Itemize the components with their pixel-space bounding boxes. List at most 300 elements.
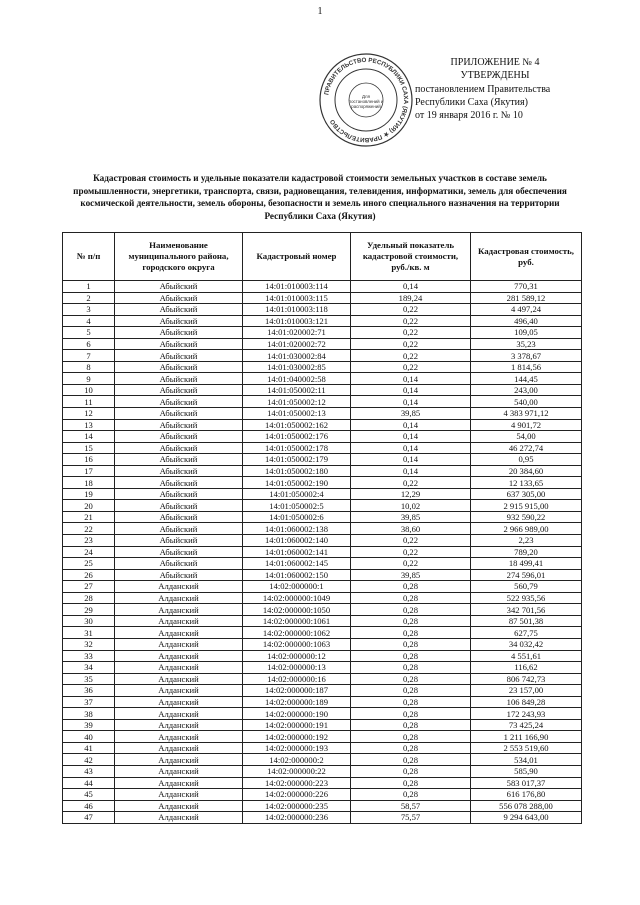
table-row: [63, 408, 582, 420]
cell-row-number: 30: [63, 615, 115, 627]
cell-unit-value: 0,28: [351, 615, 471, 627]
table-row: [63, 627, 582, 639]
cell-unit-value: 0,28: [351, 581, 471, 593]
cell-cadastral-value: 2 915 915,00: [471, 500, 582, 512]
cell-row-number: 40: [63, 731, 115, 743]
cell-cadastral-number: 14:01:050002:190: [243, 477, 351, 489]
cell-row-number: 16: [63, 454, 115, 466]
cell-cadastral-number: 14:01:050002:162: [243, 419, 351, 431]
cell-district: Алданский: [115, 742, 243, 754]
cell-cadastral-number: 14:01:010003:115: [243, 292, 351, 304]
cell-unit-value: 12,29: [351, 488, 471, 500]
cell-cadastral-value: 18 499,41: [471, 558, 582, 570]
table-row: [63, 719, 582, 731]
cell-unit-value: 0,22: [351, 350, 471, 362]
cell-row-number: 22: [63, 523, 115, 535]
cell-row-number: 18: [63, 477, 115, 489]
cell-cadastral-number: 14:02:000000:22: [243, 765, 351, 777]
cell-row-number: 29: [63, 604, 115, 616]
cell-cadastral-value: 342 701,56: [471, 604, 582, 616]
cell-cadastral-value: 616 176,80: [471, 789, 582, 801]
table-row: [63, 488, 582, 500]
table-row: [63, 442, 582, 454]
table-row: [63, 742, 582, 754]
cell-unit-value: 10,02: [351, 500, 471, 512]
cell-cadastral-value: 23 157,00: [471, 685, 582, 697]
header-row-number: № п/п: [63, 233, 115, 281]
table-row: [63, 523, 582, 535]
cell-cadastral-number: 14:01:060002:145: [243, 558, 351, 570]
cell-district: Абыйский: [115, 535, 243, 547]
cell-row-number: 36: [63, 685, 115, 697]
cell-district: Алданский: [115, 581, 243, 593]
cell-row-number: 9: [63, 373, 115, 385]
cell-district: Алданский: [115, 615, 243, 627]
cell-cadastral-number: 14:02:000000:1049: [243, 592, 351, 604]
svg-text:ПРАВИТЕЛЬСТВО РЕСПУБЛИКИ САХА: ПРАВИТЕЛЬСТВО РЕСПУБЛИКИ САХА (ЯКУТИЯ) ★ ПРАВИТЕЛЬСТВО: [323, 56, 410, 144]
cell-district: Абыйский: [115, 350, 243, 362]
table-row: [63, 350, 582, 362]
table-row: [63, 685, 582, 697]
table-row: [63, 592, 582, 604]
cell-district: Абыйский: [115, 373, 243, 385]
cell-cadastral-value: 274 596,01: [471, 569, 582, 581]
cell-cadastral-number: 14:01:050002:178: [243, 442, 351, 454]
cell-cadastral-value: 172 243,93: [471, 708, 582, 720]
approval-details: [415, 83, 585, 122]
cell-district: Абыйский: [115, 523, 243, 535]
cell-district: Абыйский: [115, 569, 243, 581]
cell-unit-value: 39,85: [351, 511, 471, 523]
table-header-row: [63, 233, 582, 281]
cell-row-number: 21: [63, 511, 115, 523]
cell-row-number: 11: [63, 396, 115, 408]
cell-district: Абыйский: [115, 396, 243, 408]
cell-unit-value: 0,14: [351, 384, 471, 396]
cell-cadastral-value: 54,00: [471, 431, 582, 443]
cell-row-number: 13: [63, 419, 115, 431]
cell-unit-value: 0,22: [351, 546, 471, 558]
table-row: [63, 789, 582, 801]
cell-district: Алданский: [115, 708, 243, 720]
cell-cadastral-value: 109,05: [471, 327, 582, 339]
cell-cadastral-number: 14:02:000000:1: [243, 581, 351, 593]
cell-cadastral-value: 932 590,22: [471, 511, 582, 523]
cell-district: Алданский: [115, 777, 243, 789]
cell-cadastral-number: 14:02:000000:223: [243, 777, 351, 789]
cell-cadastral-value: 3 378,67: [471, 350, 582, 362]
cell-cadastral-value: 34 032,42: [471, 638, 582, 650]
cell-unit-value: 0,14: [351, 465, 471, 477]
cell-unit-value: 39,85: [351, 408, 471, 420]
table-row: [63, 431, 582, 443]
cell-row-number: 44: [63, 777, 115, 789]
cell-cadastral-number: 14:01:040002:58: [243, 373, 351, 385]
appendix-block: [395, 56, 595, 121]
cell-district: Абыйский: [115, 511, 243, 523]
approved-label: УТВЕРЖДЕНЫ: [460, 70, 530, 81]
table-row: [63, 419, 582, 431]
table-row: [63, 777, 582, 789]
cell-cadastral-number: 14:01:010003:118: [243, 304, 351, 316]
cell-unit-value: 0,28: [351, 742, 471, 754]
cell-district: Абыйский: [115, 465, 243, 477]
cell-row-number: 34: [63, 662, 115, 674]
cell-cadastral-value: 534,01: [471, 754, 582, 766]
cell-row-number: 25: [63, 558, 115, 570]
cell-cadastral-number: 14:02:000000:191: [243, 719, 351, 731]
table-row: [63, 315, 582, 327]
cell-row-number: 33: [63, 650, 115, 662]
cell-unit-value: 0,28: [351, 777, 471, 789]
table-row: [63, 292, 582, 304]
table-row: [63, 615, 582, 627]
cell-unit-value: 0,28: [351, 627, 471, 639]
cell-cadastral-value: 4 383 971,12: [471, 408, 582, 420]
cell-unit-value: 0,22: [351, 304, 471, 316]
cell-unit-value: 0,28: [351, 650, 471, 662]
cell-cadastral-value: 4 497,24: [471, 304, 582, 316]
page-number: 1: [317, 6, 323, 17]
cell-row-number: 2: [63, 292, 115, 304]
cell-row-number: 27: [63, 581, 115, 593]
cell-district: Абыйский: [115, 384, 243, 396]
cell-row-number: 28: [63, 592, 115, 604]
cell-cadastral-number: 14:02:000000:236: [243, 812, 351, 824]
document-title: Кадастровая стоимость и удельные показатели кадастровой стоимости земельных участков в составе земель промышленности, энергетики, транспорта, связи, радиовещания, телевидения, информатики, земель для обеспечения космической деятельности, земель обороны, безопасности и земель иного специального назначения на территории Республики Саха (Якутия): [73, 173, 567, 221]
cell-district: Абыйский: [115, 315, 243, 327]
cell-cadastral-value: 87 501,38: [471, 615, 582, 627]
table-row: [63, 558, 582, 570]
cell-district: Абыйский: [115, 281, 243, 293]
table-row: [63, 535, 582, 547]
table-row: [63, 477, 582, 489]
cell-unit-value: 0,14: [351, 454, 471, 466]
cell-cadastral-value: 20 384,60: [471, 465, 582, 477]
cell-unit-value: 0,28: [351, 604, 471, 616]
cell-district: Абыйский: [115, 500, 243, 512]
cell-row-number: 43: [63, 765, 115, 777]
cell-district: Алданский: [115, 754, 243, 766]
cell-cadastral-value: 4 551,61: [471, 650, 582, 662]
cell-cadastral-number: 14:01:060002:141: [243, 546, 351, 558]
cell-cadastral-value: 106 849,28: [471, 696, 582, 708]
table-row: [63, 708, 582, 720]
cell-district: Абыйский: [115, 442, 243, 454]
cell-unit-value: 0,28: [351, 685, 471, 697]
cell-unit-value: 0,14: [351, 431, 471, 443]
table-row: [63, 765, 582, 777]
cell-cadastral-number: 14:02:000000:235: [243, 800, 351, 812]
approval-decree-line: постановлением Правительства: [415, 84, 551, 95]
cell-cadastral-number: 14:02:000000:1063: [243, 638, 351, 650]
table-row: [63, 731, 582, 743]
cell-unit-value: 58,57: [351, 800, 471, 812]
cell-unit-value: 0,28: [351, 673, 471, 685]
cell-unit-value: 0,22: [351, 361, 471, 373]
cell-cadastral-number: 14:01:050002:13: [243, 408, 351, 420]
cell-row-number: 32: [63, 638, 115, 650]
cell-cadastral-number: 14:01:050002:176: [243, 431, 351, 443]
cell-row-number: 41: [63, 742, 115, 754]
cell-unit-value: 0,28: [351, 592, 471, 604]
cell-row-number: 45: [63, 789, 115, 801]
cell-cadastral-value: 116,62: [471, 662, 582, 674]
header-district: Наименование муниципального района, городского округа: [115, 233, 243, 281]
cell-cadastral-number: 14:02:000000:187: [243, 685, 351, 697]
table-row: [63, 662, 582, 674]
table-row: [63, 396, 582, 408]
cell-cadastral-value: 627,75: [471, 627, 582, 639]
cell-row-number: 38: [63, 708, 115, 720]
cell-cadastral-number: 14:01:050002:12: [243, 396, 351, 408]
cell-cadastral-value: 4 901,72: [471, 419, 582, 431]
svg-text:распоряжений: распоряжений: [351, 104, 381, 109]
cell-row-number: 47: [63, 812, 115, 824]
cell-cadastral-number: 14:01:060002:140: [243, 535, 351, 547]
table-row: [63, 696, 582, 708]
cell-cadastral-value: 281 589,12: [471, 292, 582, 304]
table-row: [63, 281, 582, 293]
cell-row-number: 4: [63, 315, 115, 327]
table-row: [63, 327, 582, 339]
table-row: [63, 546, 582, 558]
cell-row-number: 39: [63, 719, 115, 731]
cell-row-number: 37: [63, 696, 115, 708]
cell-cadastral-number: 14:02:000000:13: [243, 662, 351, 674]
cell-cadastral-number: 14:01:060002:138: [243, 523, 351, 535]
approval-authority-line: Республики Саха (Якутия): [415, 97, 528, 108]
cell-district: Алданский: [115, 627, 243, 639]
cell-unit-value: 0,28: [351, 719, 471, 731]
cell-district: Абыйский: [115, 488, 243, 500]
appendix-number: ПРИЛОЖЕНИЕ № 4: [450, 57, 540, 68]
cell-district: Абыйский: [115, 338, 243, 350]
cell-cadastral-value: 637 305,00: [471, 488, 582, 500]
table-row: [63, 373, 582, 385]
cell-cadastral-number: 14:01:050002:6: [243, 511, 351, 523]
cell-unit-value: 0,14: [351, 396, 471, 408]
table-row: [63, 361, 582, 373]
svg-text:постановлений и: постановлений и: [348, 99, 384, 104]
cell-cadastral-number: 14:01:060002:150: [243, 569, 351, 581]
cell-unit-value: 0,22: [351, 535, 471, 547]
cell-cadastral-number: 14:02:000000:1062: [243, 627, 351, 639]
cell-row-number: 1: [63, 281, 115, 293]
cell-cadastral-number: 14:01:020002:71: [243, 327, 351, 339]
cell-unit-value: 0,28: [351, 789, 471, 801]
cell-cadastral-number: 14:02:000000:192: [243, 731, 351, 743]
header-unit-value: Удельный показатель кадастровой стоимости, руб./кв. м: [351, 233, 471, 281]
cell-row-number: 10: [63, 384, 115, 396]
cell-district: Абыйский: [115, 477, 243, 489]
cell-district: Алданский: [115, 765, 243, 777]
cell-cadastral-number: 14:02:000000:190: [243, 708, 351, 720]
table-row: [63, 454, 582, 466]
cell-row-number: 12: [63, 408, 115, 420]
cell-unit-value: 0,28: [351, 708, 471, 720]
cell-row-number: 20: [63, 500, 115, 512]
table-row: [63, 569, 582, 581]
table-row: [63, 304, 582, 316]
table-row: [63, 638, 582, 650]
table-row: [63, 511, 582, 523]
cell-district: Алданский: [115, 650, 243, 662]
cell-cadastral-number: 14:02:000000:1050: [243, 604, 351, 616]
cell-district: Абыйский: [115, 546, 243, 558]
cell-district: Абыйский: [115, 431, 243, 443]
cadastral-value-table: [62, 232, 582, 824]
cell-district: Алданский: [115, 789, 243, 801]
cell-unit-value: 0,22: [351, 338, 471, 350]
cell-district: Алданский: [115, 685, 243, 697]
cell-unit-value: 0,22: [351, 477, 471, 489]
table-row: [63, 754, 582, 766]
cell-cadastral-value: 144,45: [471, 373, 582, 385]
cell-cadastral-value: 556 078 288,00: [471, 800, 582, 812]
approval-date-line: от 19 января 2016 г. № 10: [415, 110, 523, 121]
cell-unit-value: 0,28: [351, 765, 471, 777]
cell-cadastral-number: 14:01:050002:179: [243, 454, 351, 466]
cell-cadastral-value: 1 814,56: [471, 361, 582, 373]
cell-row-number: 24: [63, 546, 115, 558]
cell-row-number: 17: [63, 465, 115, 477]
cell-row-number: 46: [63, 800, 115, 812]
cell-cadastral-value: 770,31: [471, 281, 582, 293]
cell-row-number: 15: [63, 442, 115, 454]
cell-district: Алданский: [115, 638, 243, 650]
cell-row-number: 6: [63, 338, 115, 350]
cell-cadastral-number: 14:02:000000:16: [243, 673, 351, 685]
cell-unit-value: 39,85: [351, 569, 471, 581]
table-row: [63, 650, 582, 662]
cell-district: Алданский: [115, 592, 243, 604]
cell-unit-value: 0,28: [351, 754, 471, 766]
table-row: [63, 800, 582, 812]
cell-cadastral-value: 73 425,24: [471, 719, 582, 731]
cell-cadastral-value: 540,00: [471, 396, 582, 408]
table-row: [63, 338, 582, 350]
cell-district: Абыйский: [115, 454, 243, 466]
cell-district: Алданский: [115, 662, 243, 674]
cell-unit-value: 0,28: [351, 696, 471, 708]
cell-district: Алданский: [115, 719, 243, 731]
cell-cadastral-value: 46 272,74: [471, 442, 582, 454]
cell-cadastral-number: 14:01:050002:4: [243, 488, 351, 500]
cell-district: Алданский: [115, 696, 243, 708]
header-cadastral-number: Кадастровый номер: [243, 233, 351, 281]
table-body: [63, 281, 582, 824]
cell-district: Алданский: [115, 604, 243, 616]
cell-cadastral-value: 2,23: [471, 535, 582, 547]
cell-cadastral-value: 806 742,73: [471, 673, 582, 685]
cell-cadastral-value: 496,40: [471, 315, 582, 327]
cell-district: Алданский: [115, 800, 243, 812]
cell-unit-value: 0,14: [351, 281, 471, 293]
cell-district: Алданский: [115, 731, 243, 743]
cell-unit-value: 0,28: [351, 638, 471, 650]
table-row: [63, 604, 582, 616]
cell-district: Абыйский: [115, 408, 243, 420]
cell-cadastral-number: 14:02:000000:193: [243, 742, 351, 754]
cell-unit-value: 0,14: [351, 373, 471, 385]
table-row: [63, 500, 582, 512]
table-row: [63, 581, 582, 593]
cell-cadastral-number: 14:02:000000:226: [243, 789, 351, 801]
cell-cadastral-value: 560,79: [471, 581, 582, 593]
cell-row-number: 42: [63, 754, 115, 766]
cell-district: Абыйский: [115, 419, 243, 431]
cell-district: Абыйский: [115, 292, 243, 304]
table-row: [63, 465, 582, 477]
cell-cadastral-value: 12 133,65: [471, 477, 582, 489]
cell-row-number: 7: [63, 350, 115, 362]
cell-district: Абыйский: [115, 327, 243, 339]
cell-cadastral-value: 522 935,56: [471, 592, 582, 604]
cell-district: Абыйский: [115, 558, 243, 570]
cell-row-number: 14: [63, 431, 115, 443]
cell-unit-value: 38,60: [351, 523, 471, 535]
cell-unit-value: 0,22: [351, 315, 471, 327]
cell-unit-value: 0,14: [351, 419, 471, 431]
cell-cadastral-value: 1 211 166,90: [471, 731, 582, 743]
cell-cadastral-number: 14:02:000000:2: [243, 754, 351, 766]
table-row: [63, 812, 582, 824]
cell-cadastral-value: 2 966 989,00: [471, 523, 582, 535]
cell-unit-value: 0,28: [351, 662, 471, 674]
cell-cadastral-value: 243,00: [471, 384, 582, 396]
cell-cadastral-number: 14:01:020002:72: [243, 338, 351, 350]
cell-row-number: 26: [63, 569, 115, 581]
cell-cadastral-value: 9 294 643,00: [471, 812, 582, 824]
cell-row-number: 3: [63, 304, 115, 316]
cell-cadastral-number: 14:01:050002:180: [243, 465, 351, 477]
cell-district: Абыйский: [115, 361, 243, 373]
cell-cadastral-number: 14:01:030002:84: [243, 350, 351, 362]
cell-cadastral-number: 14:02:000000:12: [243, 650, 351, 662]
cell-unit-value: 0,14: [351, 442, 471, 454]
cell-unit-value: 189,24: [351, 292, 471, 304]
cell-row-number: 5: [63, 327, 115, 339]
cell-cadastral-value: 35,23: [471, 338, 582, 350]
cell-cadastral-value: 789,20: [471, 546, 582, 558]
cell-cadastral-number: 14:01:010003:121: [243, 315, 351, 327]
cell-cadastral-number: 14:01:050002:11: [243, 384, 351, 396]
cell-cadastral-value: 0,95: [471, 454, 582, 466]
cell-district: Алданский: [115, 673, 243, 685]
cell-cadastral-number: 14:02:000000:1061: [243, 615, 351, 627]
cell-row-number: 8: [63, 361, 115, 373]
cell-cadastral-value: 583 017,37: [471, 777, 582, 789]
cell-cadastral-number: 14:01:050002:5: [243, 500, 351, 512]
cell-cadastral-value: 2 553 519,60: [471, 742, 582, 754]
cell-cadastral-number: 14:02:000000:189: [243, 696, 351, 708]
cell-unit-value: 75,57: [351, 812, 471, 824]
cell-cadastral-value: 585,90: [471, 765, 582, 777]
header-cadastral-value: Кадастровая стоимость, руб.: [471, 233, 582, 281]
svg-text:Для: Для: [362, 94, 370, 99]
cell-cadastral-number: 14:01:030002:85: [243, 361, 351, 373]
table-row: [63, 673, 582, 685]
cell-row-number: 23: [63, 535, 115, 547]
cell-cadastral-number: 14:01:010003:114: [243, 281, 351, 293]
cell-district: Алданский: [115, 812, 243, 824]
table-row: [63, 384, 582, 396]
cell-row-number: 19: [63, 488, 115, 500]
cell-row-number: 31: [63, 627, 115, 639]
cell-district: Абыйский: [115, 304, 243, 316]
cell-unit-value: 0,22: [351, 327, 471, 339]
